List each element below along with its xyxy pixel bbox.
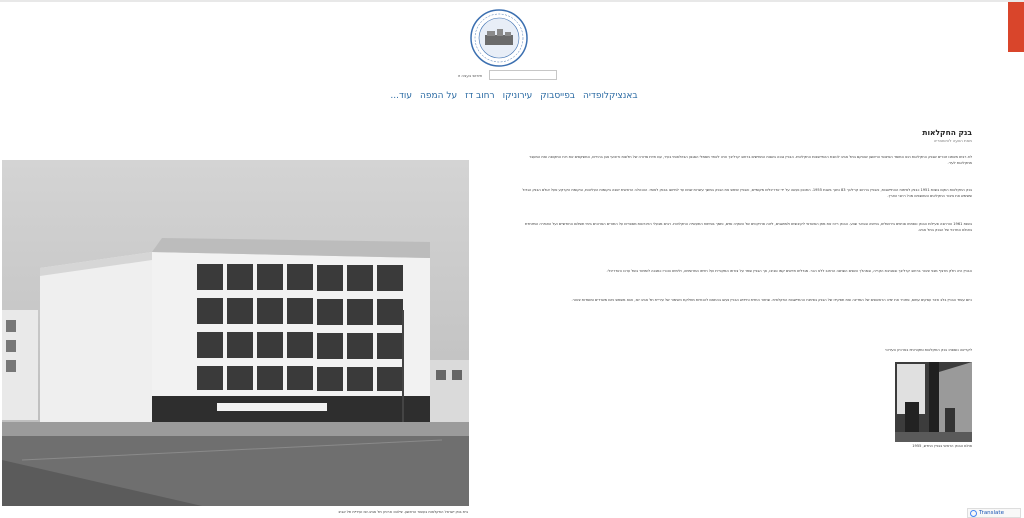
building-photo-illustration: [2, 160, 469, 506]
translate-button[interactable]: [967, 508, 1021, 518]
browser-top-strip: [0, 0, 1024, 2]
article-paragraph: כיום עומד הבניין בלב אזור עסקים עמוס, ומזכיר את ימיה הראשונים של המדינה ואת תפקידו של הבנק בפיתוח ההתיישבות החקלאית. שחזור החזית וחידוש הבניין נעשו בהתאם להנחיות מחלקת השימור של עיריית תל אביב יפו, והוא משמש כיום משרדים ומוסדות ציבור.: [571, 298, 972, 302]
nav-item-more[interactable]: עוד...: [390, 91, 413, 101]
scroll-marker[interactable]: [1008, 2, 1024, 52]
translate-label: Translate: [979, 510, 1004, 516]
article-paragraph: בשנת 1961 הורחבה פעילות הבנק ונפתחו סניפים בירושלים, בחיפה ובבאר שבע. הבנק ריכז את מתן האשראי לקיבוצים ולמושבים, ליווה פרויקטים של השקיה ומים, ותמך בפיתוח התעשייה החקלאית. רבים מבעלי הזיכרונות מספרים על התורים הארוכים בימי תשלום החודשיים ועל האווירה המיוחדת באולם המרכזי של הבנק בתל אביב.: [524, 222, 972, 232]
interior-photo-caption: אולם הבנק הראשי בבניין החדש, 1955: [912, 444, 972, 448]
article-subtitle: מאת הוועה להיסטוריה: [933, 138, 972, 143]
nav-item-facebook[interactable]: בפייסבוק: [540, 91, 576, 101]
main-nav: [372, 89, 656, 103]
article-title: בנק החקלאות: [922, 128, 972, 137]
nav-item-map[interactable]: על המפה: [420, 91, 458, 101]
further-reading[interactable]: לקריאה נוספת: בנק החקלאות ומקורותיו בארכיון העירוני: [885, 348, 972, 352]
site-logo[interactable]: [470, 9, 528, 67]
building-photo[interactable]: [2, 160, 469, 506]
article-paragraph: לא רבים מאתנו זוכרים שבנק החקלאות הוא המוסד הפיננסי הראשון שהוקם בתל אביב לטובת ההתיישבות החקלאית. הבניין נבנה בשנות החמישים ברחוב קרליבך והיה לאחד מסמלי הסגנון הבינלאומי בעיר, עם חזית סדורה של חלונות וריבועי אבן בהירים, המשקפים את רוח התקופה ואת המעבר מחקלאות לעיר.: [529, 155, 972, 165]
search-input[interactable]: [489, 70, 557, 80]
nav-item-street[interactable]: רחוב דז: [465, 91, 495, 101]
article-paragraph: הבניין היה חלק מרצף מבני ציבור ברחוב קרליבך ובסביבת הקריה, ובמהלך השנים השתנה הרחוב ללא הכר. מגדלים חדשים קמו סביבו, אך הבניין שמר על צורתו המקורית ועל חזיתו המרשימה, ולימים הוכרז כמבנה לשימור בשל ערכו האדריכלי.: [606, 269, 972, 273]
google-icon: [970, 510, 977, 517]
nav-item-ironico[interactable]: עירוניקו: [502, 91, 533, 101]
interior-photo-illustration: [895, 362, 972, 442]
search-label: חיפוש בעצה זו: [457, 73, 483, 78]
article-paragraph: בנק החקלאות הוקם בשנת 1951 כבנק לפיתוח ההתיישבות, והבניין ברחוב קרליבך 83 נחנך בשנת 1955. התכנון נעשה על ידי אדריכלים מקומיים, והבניין שימש את הבנק במשך עשרות שנים עד למיזוגו בבנק לאומי. ההנהלה הראשית ישבה בקומות העליונות, ובקומת הקרקע פעל אולם הבנק הגדול ששימש את ציבור החקלאים והמושבים מכל רחבי הארץ.: [522, 188, 972, 198]
search-area: [452, 70, 560, 82]
interior-photo[interactable]: [895, 362, 972, 442]
nav-item-encyclopedia[interactable]: באנציקלופדיה: [583, 91, 638, 101]
building-photo-caption: בית בנק ישראל החקלאות בעשור הראשון. צילום: ארכיון תל אביב-יפו ועיריית תל אביב: [338, 510, 468, 514]
